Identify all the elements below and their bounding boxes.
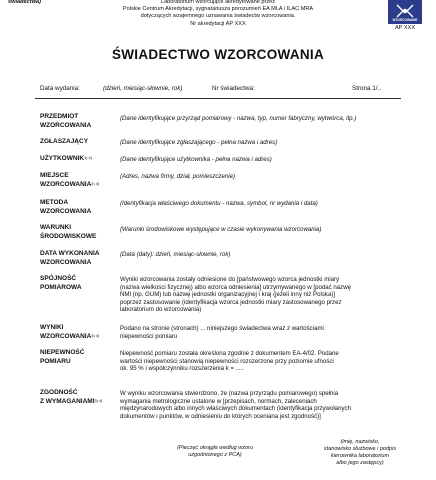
issue-date-value: (dzień, miesiąc-słownie, rok): [103, 85, 183, 92]
field-value-miejsce: (Adres, nazwa firmy, dział, pomieszczenie): [120, 173, 236, 180]
field-label-uzytkownik: $UŻYTKOWNIK^{1) 4)}$: [40, 155, 92, 162]
stamp-note: (Pieczęć okrągła według wzoru uzgodnionego z PCA): [177, 445, 253, 458]
footnote-ref: 3) 4): [94, 398, 103, 403]
page-number: Strona 1/..: [352, 85, 382, 92]
field-value-zgodnosc: W wyniku wzorcowania stwierdzono, że (nazwa przyrządu pomiarowego) spełnia wymagania metrologiczne ustalone w [przepisach, normach, zaleceniach międzynarodowych albo innych właściwych dokumentach (identyfikacja przywołanych dokumentów i punktów, w odniesieniu do których oceniana jest zgodność)]: [120, 390, 351, 420]
field-value-przedmiot: (Dane identyfikujące przyrząd pomiarowy - nazwa, typ, numer fabryczny, wytwórca, itp.): [120, 115, 357, 122]
field-label-miejsce: MIEJSCE $WZORCOWANIA^{2) 4)}$: [40, 172, 100, 188]
accreditation-header: [0, 0, 436, 34]
field-label-wyniki: WYNIKI $WZORCOWANIA^{3) 4)}$: [40, 324, 100, 340]
field-value-metoda: (Identyfikacja właściwego dokumentu - nazwa, symbol, nr wydania i data): [120, 200, 318, 207]
accreditation-statement: Laboratorium wzorcujące akredytowane przez Polskie Centrum Akredytacji, sygnatariusza porozumień EA MLA i ILAC MRA dotyczących wzajemnego uznawania świadectw wzorcowania. Nr akredytacji AP XXX: [122, 0, 314, 27]
field-label-niepewnosc: NIEPEWNOŚĆ POMIARU: [40, 349, 85, 365]
issue-date-label: Data wydania:: [40, 85, 80, 92]
field-label-zgodnosc: ZGODNOŚĆ Z $WYMAGANIAMI^{3) 4)}$: [40, 389, 103, 405]
header-top-left: świadectwa): [8, 0, 41, 5]
field-value-warunki: (Warunki środowiskowe występujące w czasie wykonywania wzorcowania): [120, 226, 322, 233]
footnote-ref: 3) 4): [91, 333, 100, 338]
footnote-ref: 2) 4): [91, 181, 100, 186]
field-label-data-wykonania: DATA WYKONANIA WZORCOWANIA: [40, 250, 100, 266]
divider: [35, 98, 401, 99]
field-label-przedmiot: PRZEDMIOT WZORCOWANIA: [40, 113, 92, 129]
field-value-uzytkownik: (Dane identyfikujące użytkownika - pełna nazwa i adres): [120, 156, 272, 163]
field-value-niepewnosc: Niepewność pomiaru została określona zgodnie z dokumentem EA-4/02. Podane wartości niepewności stanowią niepewności rozszerzone przy poziomie ufności ok. 95 % i współczynniku rozszerzenia k = .....: [120, 350, 339, 373]
certificate-number-label: Nr świadectwa:: [212, 85, 255, 92]
field-value-spojnosc: Wyniki wzorcowania zostały odniesione do [państwowego wzorca jednostki miary (nazwa wielkości fizycznej) albo wzorca odniesienia] utrzymywanego w [podać nazwę NMI (np. GUM) lub nazwę jednostki organizacyjnej i kraj (jeżeli inny niż Polska)] poprzez zastosowanie (identyfikacja wzorca jednostki miary zastosowanego przez laboratorium do wzorcowania): [120, 276, 351, 314]
field-value-zglaszajacy: (Dane identyfikujące zgłaszającego - pełna nazwa i adres): [120, 139, 278, 146]
signature-note: (imię, nazwisko, stanowisko służbowe i podpis kierownika laboratorium albo jego zastępcy): [323, 439, 397, 466]
field-label-spojnosc: SPÓJNOŚĆ POMIAROWA: [40, 275, 82, 291]
footnote-ref: 1) 4): [84, 156, 92, 160]
document-title: ŚWIADECTWO WZORCOWANIA: [111, 47, 325, 62]
field-label-zglaszajacy: ZGŁASZAJĄCY: [40, 138, 89, 145]
field-value-data-wykonania: (Data (daty): dzień, miesiąc-słownie, rok): [120, 251, 231, 258]
field-label-metoda: METODA WZORCOWANIA: [40, 199, 92, 215]
accreditation-code: AP XXX: [394, 25, 416, 31]
field-label-warunki: WARUNKI ŚRODOWISKOWE: [40, 224, 97, 240]
field-value-wyniki: Podano na stronie (stronach) ... niniejszego świadectwa wraz z wartościami niepewności pomiaru: [120, 325, 324, 340]
pca-logo: WZORCOWANIE: [388, 0, 422, 24]
